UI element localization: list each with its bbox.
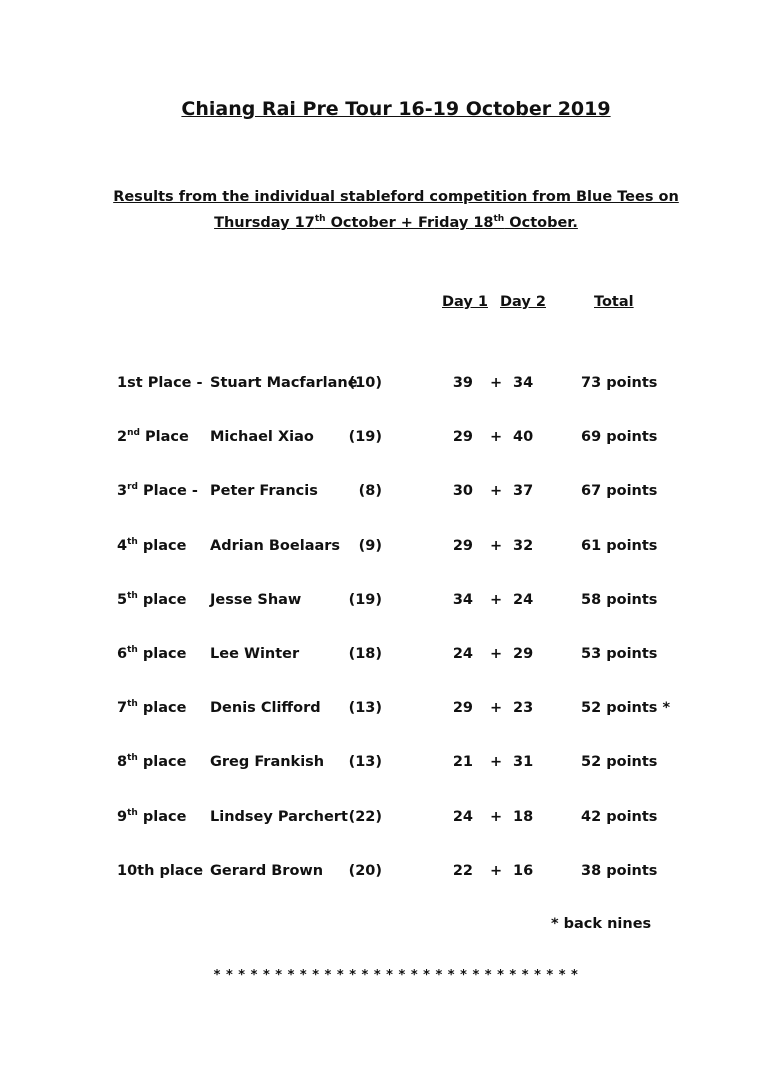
player-name: Peter Francis <box>210 483 318 500</box>
place-cell <box>117 483 198 499</box>
day1-score: 29 <box>452 537 473 554</box>
table-row <box>0 375 768 397</box>
table-row <box>0 754 768 776</box>
total-points: 38 points <box>581 862 658 879</box>
place-number: 5 <box>117 591 128 608</box>
place-suffix: Place - <box>137 483 198 500</box>
total-points: 69 points <box>581 429 658 446</box>
day2-score: 16 <box>513 862 534 879</box>
table-row <box>0 429 768 451</box>
footnote: * back nines <box>551 916 652 932</box>
handicap: (20) <box>348 862 382 879</box>
handicap: (19) <box>348 591 382 608</box>
place-ordinal: th <box>127 699 138 710</box>
place-cell <box>117 592 186 608</box>
handicap: (13) <box>348 700 382 717</box>
day1-score: 24 <box>452 646 473 662</box>
place-ordinal: th <box>127 590 138 601</box>
place-cell <box>117 429 189 445</box>
place-ordinal: rd <box>127 482 138 493</box>
header-day1: Day 1 <box>442 294 488 310</box>
total-points: 53 points <box>581 646 658 662</box>
place-number: 8 <box>117 754 128 771</box>
subtitle-ordinal-1: th <box>314 214 326 224</box>
place-ordinal: nd <box>127 428 140 439</box>
place-suffix: place <box>137 591 187 608</box>
place-suffix: place <box>137 700 187 717</box>
total-points: 61 points <box>581 537 658 554</box>
day1-score: 24 <box>452 808 473 825</box>
day2-score: 40 <box>513 429 534 446</box>
total-points: 58 points <box>581 591 658 608</box>
place-suffix: place <box>137 646 187 662</box>
player-name: Adrian Boelaars <box>210 537 341 554</box>
day1-score: 39 <box>452 375 473 391</box>
place-number: 7 <box>117 700 128 717</box>
player-name: Lee Winter <box>210 646 300 662</box>
place-suffix: place <box>137 754 187 771</box>
total-points: 42 points <box>581 808 658 825</box>
handicap: (13) <box>348 754 382 771</box>
player-name: Gerard Brown <box>210 862 324 879</box>
competition-description <box>0 184 768 236</box>
player-name: Denis Clifford <box>210 700 321 717</box>
total-points: 73 points <box>581 375 658 391</box>
day1-score: 34 <box>452 591 473 608</box>
header-day2: Day 2 <box>500 294 546 310</box>
plus-sign: + <box>490 646 503 662</box>
day1-score: 30 <box>452 483 473 500</box>
day2-score: 34 <box>513 375 534 391</box>
handicap: (9) <box>358 537 382 554</box>
plus-sign: + <box>490 808 503 825</box>
day2-score: 18 <box>513 808 534 825</box>
table-row <box>0 646 768 668</box>
place-cell <box>117 809 186 825</box>
place-cell <box>117 863 203 879</box>
place-suffix: Place <box>139 429 189 446</box>
plus-sign: + <box>490 591 503 608</box>
table-row <box>0 483 768 505</box>
place-number: 10th place <box>117 862 204 879</box>
subtitle-line-1: Results from the individual stableford competition from Blue Tees on <box>113 189 679 205</box>
player-name: Greg Frankish <box>210 754 325 771</box>
handicap: (22) <box>348 808 382 825</box>
place-number: 6 <box>117 646 128 662</box>
handicap: (10) <box>348 375 382 391</box>
table-row <box>0 700 768 722</box>
place-number: 2 <box>117 429 128 446</box>
total-points: 67 points <box>581 483 658 500</box>
day2-score: 29 <box>513 646 534 662</box>
header-total: Total <box>594 294 634 310</box>
subtitle-line-2 <box>0 210 768 236</box>
plus-sign: + <box>490 700 503 717</box>
place-ordinal: th <box>127 645 138 655</box>
place-number: 3 <box>117 483 128 500</box>
handicap: (18) <box>348 646 382 662</box>
place-cell <box>117 646 186 662</box>
day2-score: 32 <box>513 537 534 554</box>
player-name: Lindsey Parchert <box>210 808 348 825</box>
plus-sign: + <box>490 754 503 771</box>
plus-sign: + <box>490 483 503 500</box>
place-number: 9 <box>117 808 128 825</box>
separator: * * * * * * * * * * * * * * * * * * * * * * * * * * * * * * <box>213 968 579 983</box>
day2-score: 23 <box>513 700 534 717</box>
place-number: 4 <box>117 537 128 554</box>
player-name: Stuart Macfarlane <box>210 375 358 391</box>
subtitle-ordinal-2: th <box>493 214 505 224</box>
table-row <box>0 592 768 614</box>
day1-score: 29 <box>452 700 473 717</box>
plus-sign: + <box>490 862 503 879</box>
subtitle-date-1: Thursday 17 <box>214 215 315 231</box>
place-ordinal: th <box>127 753 138 764</box>
day2-score: 37 <box>513 483 534 500</box>
subtitle-end: October. <box>504 215 578 231</box>
player-name: Michael Xiao <box>210 429 314 446</box>
day1-score: 22 <box>452 862 473 879</box>
place-cell <box>117 754 186 770</box>
page-title: Chiang Rai Pre Tour 16-19 October 2019 <box>181 98 611 120</box>
player-name: Jesse Shaw <box>210 591 302 608</box>
total-points: 52 points * <box>581 700 671 717</box>
subtitle-date-2: October + Friday 18 <box>325 215 494 231</box>
day1-score: 21 <box>452 754 473 771</box>
table-row <box>0 863 768 885</box>
day1-score: 29 <box>452 429 473 446</box>
place-cell <box>117 700 186 716</box>
place-number: 1st Place - <box>117 375 203 391</box>
plus-sign: + <box>490 375 503 391</box>
day2-score: 31 <box>513 754 534 771</box>
plus-sign: + <box>490 429 503 446</box>
total-points: 52 points <box>581 754 658 771</box>
table-row <box>0 809 768 831</box>
day2-score: 24 <box>513 591 534 608</box>
place-suffix: place <box>137 537 187 554</box>
place-cell <box>117 375 203 391</box>
place-ordinal: th <box>127 807 138 818</box>
handicap: (8) <box>358 483 382 500</box>
place-ordinal: th <box>127 536 138 547</box>
handicap: (19) <box>348 429 382 446</box>
place-suffix: place <box>137 808 187 825</box>
table-row <box>0 538 768 560</box>
place-cell <box>117 538 186 554</box>
plus-sign: + <box>490 537 503 554</box>
